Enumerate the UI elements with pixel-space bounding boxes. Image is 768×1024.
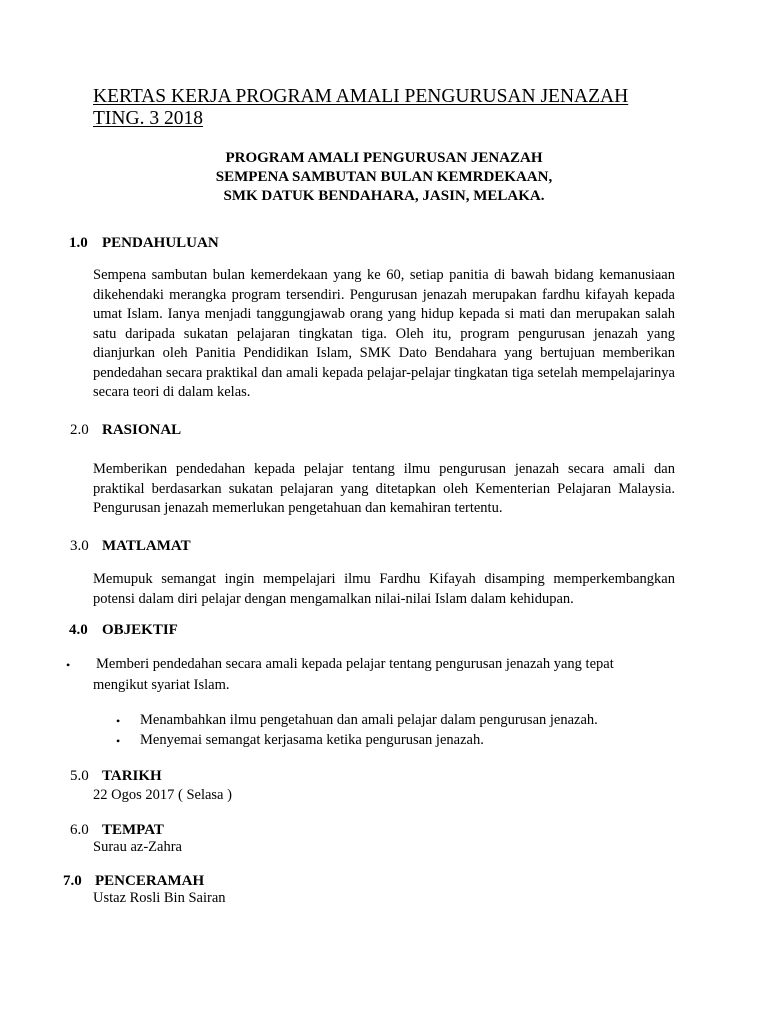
section-heading-matlamat — [70, 537, 191, 555]
section-label: TARIKH — [102, 768, 162, 784]
bullet-marker: • — [116, 734, 121, 748]
section-heading-tarikh — [70, 767, 162, 785]
tempat-value: Surau az-Zahra — [93, 839, 182, 855]
section-number: 2.0 — [70, 422, 89, 438]
section-number: 7.0 — [63, 873, 82, 889]
objektif-sub-bullet-2: Menyemai semangat kerjasama ketika pengurusan jenazah. — [140, 732, 484, 748]
matlamat-paragraph: Memupuk semangat ingin mempelajari ilmu Fardhu Kifayah disamping memperkembangkan potensi dalam diri pelajar dengan mengamalkan nilai-nilai Islam dalam kehidupan. — [93, 571, 675, 607]
section-heading-penceramah — [63, 872, 204, 890]
subtitle-line-3: SMK DATUK BENDAHARA, JASIN, MELAKA. — [223, 188, 545, 204]
section-heading-rasional — [70, 421, 181, 439]
subtitle-line-1: PROGRAM AMALI PENGURUSAN JENAZAH — [225, 150, 543, 166]
section-heading-tempat — [70, 821, 164, 839]
subtitle-line-2: SEMPENA SAMBUTAN BULAN KEMRDEKAAN, — [215, 169, 553, 185]
section-number: 1.0 — [69, 235, 88, 251]
objektif-sub-bullet-1: Menambahkan ilmu pengetahuan dan amali pelajar dalam pengurusan jenazah. — [140, 712, 598, 728]
objektif-main-bullet-line-1: Memberi pendedahan secara amali kepada pelajar tentang pengurusan jenazah yang tepat — [96, 656, 614, 672]
title-line-1: KERTAS KERJA PROGRAM AMALI PENGURUSAN JENAZAH — [93, 86, 629, 107]
rasional-paragraph: Memberikan pendedahan kepada pelajar tentang ilmu pengurusan jenazah secara amali dan praktikal berdasarkan sukatan pelajaran yang ditetapkan oleh Kementerian Pelajaran Malaysia. Pengurusan jenazah memerlukan pengetahuan dan kemahiran tertentu. — [93, 461, 675, 516]
section-number: 3.0 — [70, 538, 89, 554]
section-number: 6.0 — [70, 822, 89, 838]
section-label: PENDAHULUAN — [102, 235, 219, 251]
objektif-main-bullet-line-2: mengikut syariat Islam. — [93, 677, 230, 693]
section-label: PENCERAMAH — [95, 873, 205, 889]
tarikh-value: 22 Ogos 2017 ( Selasa ) — [93, 787, 232, 803]
bullet-marker: • — [116, 714, 121, 728]
section-label: MATLAMAT — [102, 538, 191, 554]
penceramah-value: Ustaz Rosli Bin Sairan — [93, 890, 226, 906]
section-label: OBJEKTIF — [102, 622, 178, 638]
bullet-marker: • — [66, 658, 71, 672]
section-label: TEMPAT — [102, 822, 164, 838]
pendahuluan-paragraph: Sempena sambutan bulan kemerdekaan yang ke 60, setiap panitia di bawah bidang kemanusiaan dikehendaki merangka program tersendiri. Pengurusan jenazah merupakan fardhu kifayah kepada umat Islam. Ianya menjadi tanggungjawab orang yang hidup kepada si mati dan merupakan salah satu daripada sukatan pelajaran tingkatan tiga. Oleh itu, program pengurusan jenazah yang dianjurkan oleh Panitia Pendidikan Islam, SMK Dato Bendahara yang bertujuan memberikan pendedahan secara praktikal dan amali kepada pelajar-pelajar tingkatan tiga setelah mempelajarinya secara teori di dalam kelas. — [93, 267, 675, 400]
section-number: 5.0 — [70, 768, 89, 784]
section-number: 4.0 — [69, 622, 88, 638]
section-label: RASIONAL — [102, 422, 182, 438]
document-title — [93, 86, 678, 130]
section-heading-pendahuluan — [69, 234, 219, 252]
section-heading-objektif — [69, 621, 178, 639]
title-line-2: TING. 3 2018 — [93, 108, 203, 129]
